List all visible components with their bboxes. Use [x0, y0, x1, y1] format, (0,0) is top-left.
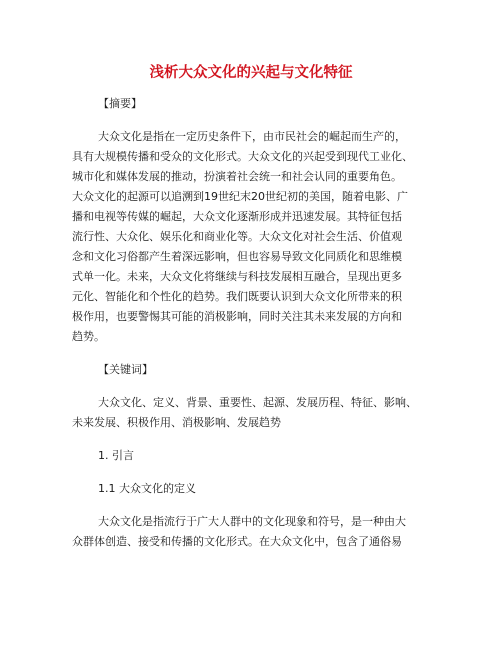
- abstract-line: 具有大规模传播和受众的文化形式。大众文化的兴起受到现代工业化、: [72, 150, 413, 163]
- abstract-line: 流行性、大众化、娱乐化和商业化等。大众文化对社会生活、价值观: [72, 230, 402, 243]
- keywords-heading: 【关键词】: [98, 363, 153, 376]
- abstract-heading: 【摘要】: [98, 97, 142, 110]
- keywords-line: 大众文化、定义、背景、重要性、起源、发展历程、特征、影响、: [98, 396, 417, 409]
- abstract-line: 城市化和媒体发展的推动，扮演着社会统一和社会认同的重要角色。: [72, 170, 402, 183]
- abstract-line: 极作用，也要警惕其可能的消极影响，同时关注其未来发展的方向和: [72, 310, 402, 323]
- section-heading-introduction: 1. 引言: [98, 449, 134, 462]
- abstract-line: 式单一化。未来，大众文化将继续与科技发展相互融合，呈现出更多: [72, 270, 402, 283]
- document-title: 浅析大众文化的兴起与文化特征: [149, 65, 353, 81]
- keywords-line: 未来发展、积极作用、消极影响、发展趋势: [72, 416, 281, 429]
- body-line: 众群体创造、接受和传播的文化形式。在大众文化中，包含了通俗易: [72, 535, 402, 548]
- abstract-line: 念和文化习俗都产生着深远影响，但也容易导致文化同质化和思维模: [72, 250, 402, 263]
- body-line: 大众文化是指流行于广大人群中的文化现象和符号，是一种由大: [98, 515, 406, 528]
- abstract-line: 播和电视等传媒的崛起，大众文化逐渐形成并迅速发展。其特征包括: [72, 210, 402, 223]
- subsection-heading-definition: 1.1 大众文化的定义: [98, 482, 196, 495]
- abstract-line: 大众文化的起源可以追溯到19世纪末20世纪初的美国，随着电影、广: [72, 190, 408, 203]
- abstract-line: 趋势。: [72, 330, 105, 343]
- abstract-line: 大众文化是指在一定历史条件下，由市民社会的崛起而生产的，: [98, 130, 406, 143]
- abstract-line: 元化、智能化和个性化的趋势。我们既要认识到大众文化所带来的积: [72, 290, 402, 303]
